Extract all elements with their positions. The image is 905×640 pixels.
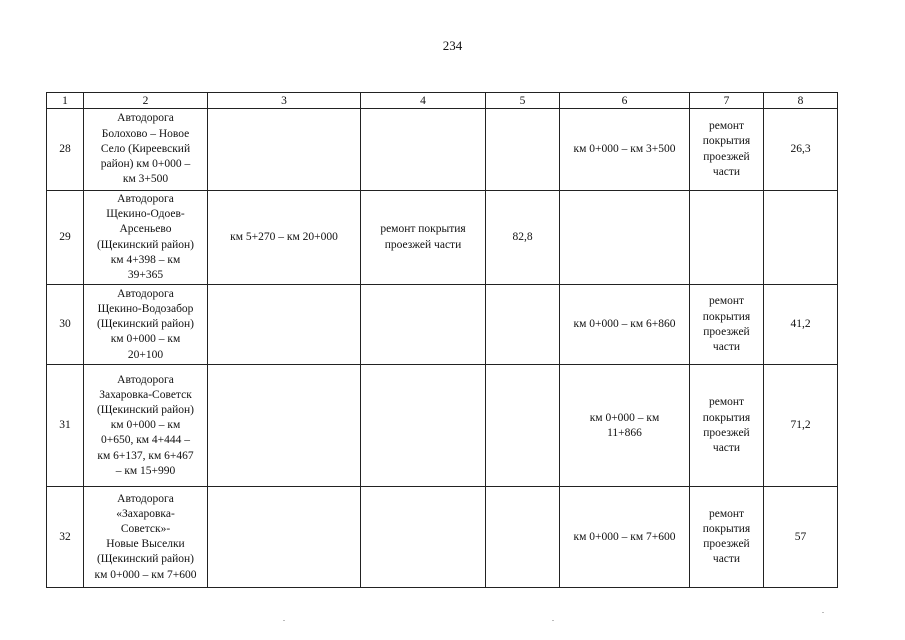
section-col6-cell: км 0+000 – км 6+860 [560,285,690,365]
column-header-1: 1 [47,93,84,109]
column-header-6: 6 [560,93,690,109]
section-col6-cell [560,191,690,285]
value-col8-cell [764,191,838,285]
work-col7-cell: ремонт покрытия проезжей части [690,365,764,487]
section-col6-cell: км 0+000 – км 11+866 [560,365,690,487]
scan-speck [822,612,824,613]
table-row [47,191,838,285]
row-number-cell: 30 [47,285,84,365]
value-col8-cell: 26,3 [764,109,838,191]
row-number-cell: 32 [47,487,84,588]
road-repair-table [46,92,838,588]
section-col3-cell [208,487,361,588]
section-col3-cell [208,365,361,487]
value-col8-cell: 41,2 [764,285,838,365]
value-col5-cell [486,365,560,487]
column-header-8: 8 [764,93,838,109]
value-col5-cell [486,285,560,365]
table-row [47,487,838,588]
column-header-4: 4 [361,93,486,109]
work-col4-cell [361,487,486,588]
work-col7-cell: ремонт покрытия проезжей части [690,109,764,191]
road-name-cell: Автодорога Захаровка-Советск (Щекинский район) км 0+000 – км 0+650, км 4+444 – км 6+137, км 6+467 – км 15+990 [84,365,208,487]
table-row [47,285,838,365]
work-col4-cell: ремонт покрытия проезжей части [361,191,486,285]
table-row [47,365,838,487]
scan-speck [552,620,554,621]
work-col7-cell: ремонт покрытия проезжей части [690,285,764,365]
row-number-cell: 31 [47,365,84,487]
section-col3-cell: км 5+270 – км 20+000 [208,191,361,285]
section-col6-cell: км 0+000 – км 7+600 [560,487,690,588]
value-col5-cell [486,109,560,191]
work-col7-cell [690,191,764,285]
work-col4-cell [361,285,486,365]
row-number-cell: 29 [47,191,84,285]
section-col6-cell: км 0+000 – км 3+500 [560,109,690,191]
table-row [47,109,838,191]
value-col8-cell: 57 [764,487,838,588]
scan-speck [283,620,285,621]
page-number: 234 [442,38,463,53]
work-col4-cell [361,109,486,191]
work-col4-cell [361,365,486,487]
header-row [47,93,838,109]
row-number-cell: 28 [47,109,84,191]
road-name-cell: Автодорога Щекино-Водозабор (Щекинский район) км 0+000 – км 20+100 [84,285,208,365]
column-header-7: 7 [690,93,764,109]
work-col7-cell: ремонт покрытия проезжей части [690,487,764,588]
value-col8-cell: 71,2 [764,365,838,487]
section-col3-cell [208,285,361,365]
value-col5-cell [486,487,560,588]
road-name-cell: Автодорога Щекино-Одоев- Арсеньево (Щекинский район) км 4+398 – км 39+365 [84,191,208,285]
road-name-cell: Автодорога Болохово – Новое Село (Киреевский район) км 0+000 – км 3+500 [84,109,208,191]
road-name-cell: Автодорога «Захаровка- Советск»- Новые Выселки (Щекинский район) км 0+000 – км 7+600 [84,487,208,588]
value-col5-cell: 82,8 [486,191,560,285]
column-header-5: 5 [486,93,560,109]
column-header-2: 2 [84,93,208,109]
column-header-3: 3 [208,93,361,109]
section-col3-cell [208,109,361,191]
